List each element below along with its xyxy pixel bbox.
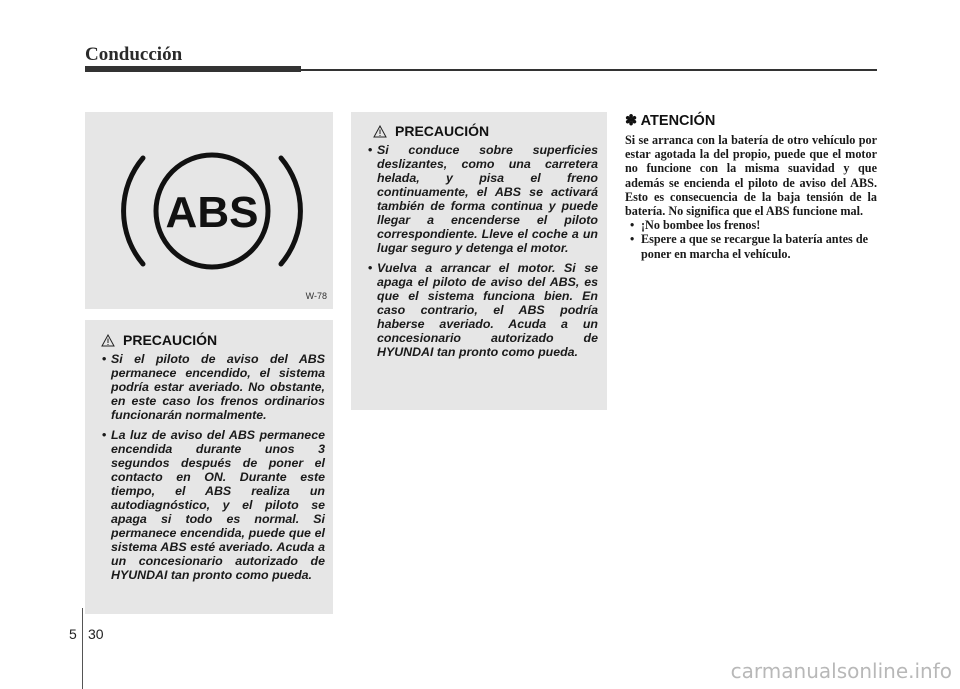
chapter-number: 5 xyxy=(69,626,77,642)
caution-item: • La luz de aviso del ABS permanece encendida durante unos 3 segundos después de poner el contacto en ON. Durante este tiempo, el ABS realiza un autodiagnóstico, y el piloto se apaga si todo es normal. Si permanece encendida, puede que el sistema ABS esté averiado. Acuda a un concesionario autorizado de HYUNDAI tan pronto como pueda. xyxy=(95,428,325,582)
abs-warning-light-icon xyxy=(85,112,333,309)
figure-code: W-78 xyxy=(305,291,327,301)
caution-box-middle xyxy=(351,112,607,410)
warning-triangle-icon xyxy=(373,125,387,138)
attention-item: • ¡No bombee los frenos! xyxy=(625,218,877,232)
watermark: carmanualsonline.info xyxy=(730,659,952,683)
attention-body: Si se arranca con la batería de otro vehículo por estar agotada la del propio, puede que el motor no funcione con la misma suavidad y que además se encienda el piloto de aviso del ABS. Esto es consecuencia de la baja tensión de la batería. No significa que el ABS funcione mal. xyxy=(625,133,877,219)
caution-item: • Vuelva a arrancar el motor. Si se apaga el piloto de aviso del ABS, es que el sistema funciona bien. En caso contrario, el ABS podría haberse averiado. Acuda a un concesionario autorizado de HYUNDAI tan pronto como pueda. xyxy=(361,261,598,359)
caution-title: PRECAUCIÓN xyxy=(123,332,218,348)
page-number: 30 xyxy=(88,626,104,642)
header-rule-thin xyxy=(301,69,877,71)
caution-item: • Si el piloto de aviso del ABS permanece encendido, el sistema podría estar averiado. No obstante, en este caso los frenos ordinarios funcionarán normalmente. xyxy=(95,352,325,422)
abs-figure-panel xyxy=(85,112,333,309)
caution-title: PRECAUCIÓN xyxy=(395,123,490,139)
warning-triangle-icon xyxy=(101,334,115,347)
caution-box-left xyxy=(85,320,333,614)
page-divider xyxy=(82,608,83,689)
section-title: Conducción xyxy=(85,44,183,65)
attention-section xyxy=(625,113,877,261)
abs-symbol-text: ABS xyxy=(165,188,259,237)
attention-title: ✽ ATENCIÓN xyxy=(625,113,716,129)
attention-item: • Espere a que se recargue la batería antes de poner en marcha el vehículo. xyxy=(625,232,877,260)
caution-item: • Si conduce sobre superficies deslizantes, como una carretera helada, y pisa el freno continuamente, el ABS se activará también de forma continua y puede llegar a encenderse el piloto correspondiente. Lleve el coche a un lugar seguro y detenga el motor. xyxy=(361,143,598,255)
header-rule-thick xyxy=(85,66,301,72)
